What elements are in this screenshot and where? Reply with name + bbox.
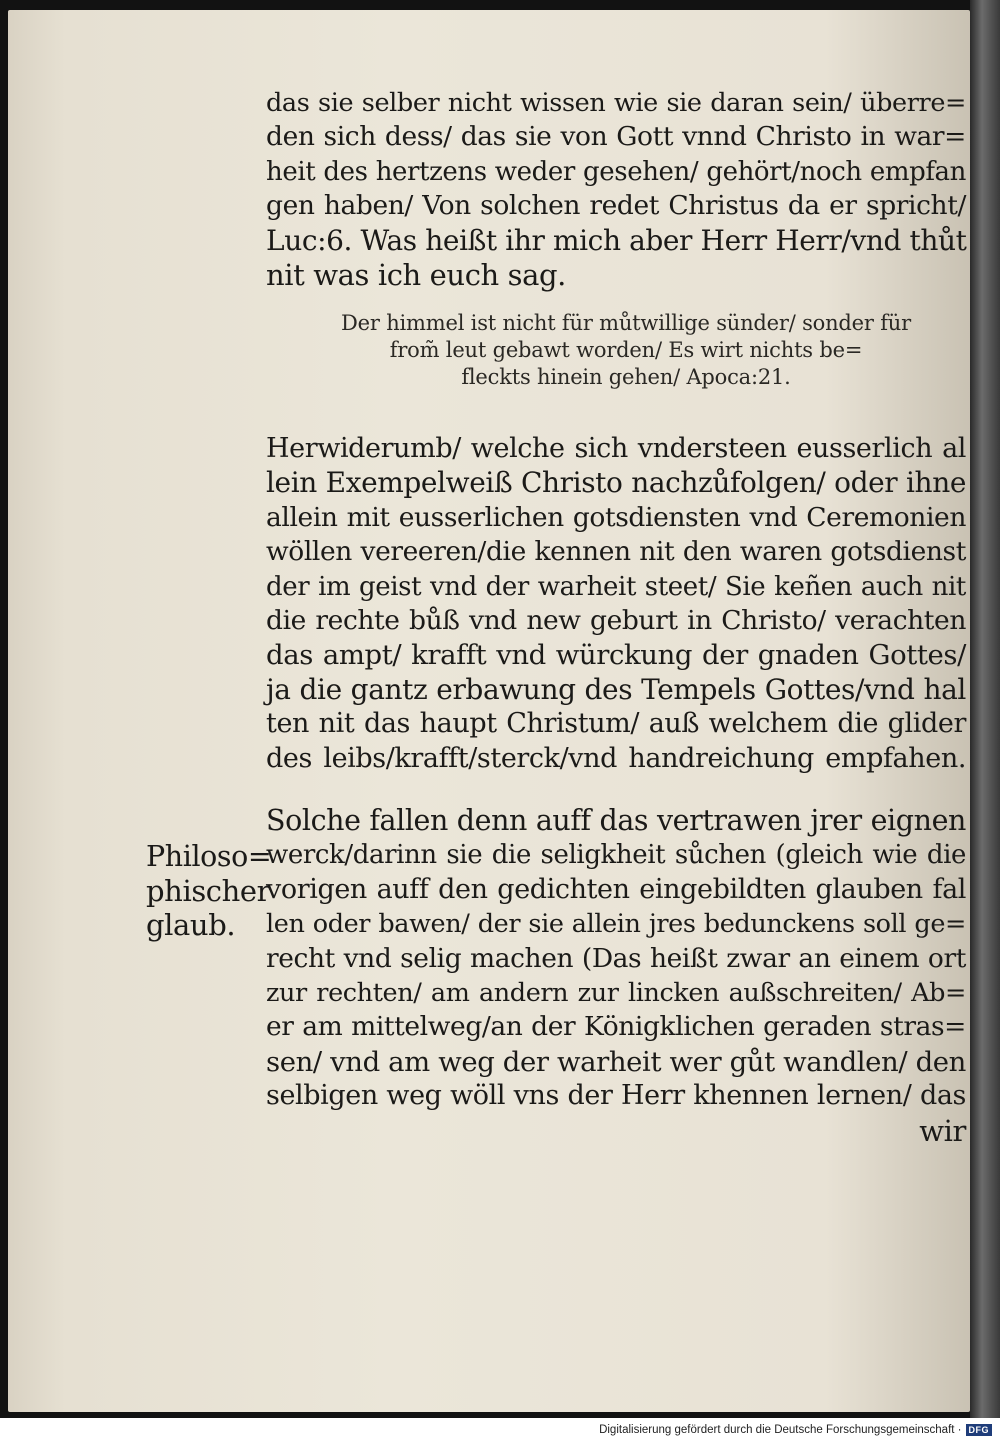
side-gloss bbox=[146, 840, 271, 942]
note-line: Der himmel ist nicht für můtwillige sünder/ sonder für bbox=[341, 311, 911, 335]
gloss-line: Philoso= bbox=[146, 840, 272, 873]
note-line: from̃ leut gebawt worden/ Es wirt nichts be= bbox=[389, 338, 863, 362]
text-line: das ampt/ krafft vnd würckung der gnaden Gottes/ bbox=[266, 639, 966, 672]
text-line: ten nit das haupt Christum/ auß welchem die glider bbox=[266, 708, 966, 740]
book-spine-edge bbox=[970, 0, 1000, 1418]
gloss-line: phischer bbox=[146, 874, 271, 908]
text-line: werck/darinn sie die seligkheit sůchen (gleich wie die bbox=[266, 840, 966, 871]
funding-footer bbox=[599, 1424, 992, 1436]
paragraph-3 bbox=[266, 804, 966, 1148]
paragraph-1 bbox=[266, 86, 966, 292]
text-line: heit des hertzens weder gesehen/ gehört/noch empfan bbox=[266, 156, 966, 187]
marginal-note bbox=[320, 310, 932, 391]
text-line: allein mit eusserlichen gotsdiensten vnd Ceremonien bbox=[266, 501, 966, 533]
text-line: er am mittelweg/an der Königklichen geraden stras= bbox=[266, 1011, 966, 1043]
paragraph-2 bbox=[266, 432, 966, 776]
dfg-logo: DFG bbox=[966, 1424, 993, 1436]
text-line: den sich dess/ das sie von Gott vnnd Christo in war= bbox=[266, 121, 966, 153]
text-line: nit was ich euch sag. bbox=[266, 258, 566, 293]
text-line: Solche fallen denn auff das vertrawen jrer eignen bbox=[266, 804, 966, 837]
text-line: der im geist vnd der warheit steet/ Sie keñen auch nit bbox=[266, 571, 966, 602]
text-line: das sie selber nicht wissen wie sie daran sein/ überre= bbox=[266, 88, 966, 118]
text-line: sen/ vnd am weg der warheit wer gůt wandlen/ den bbox=[266, 1045, 966, 1078]
footer-text: Digitalisierung gefördert durch die Deutsche Forschungsgemeinschaft · bbox=[599, 1424, 962, 1436]
text-line: Herwiderumb/ welche sich vndersteen eusserlich al bbox=[266, 433, 966, 464]
text-line: des leibs/krafft/sterck/vnd handreichung empfahen. bbox=[266, 742, 966, 774]
text-line: vorigen auff den gedichten eingebildten glauben fal bbox=[266, 873, 966, 905]
text-line: len oder bawen/ der sie allein jres bedunckens soll ge= bbox=[266, 909, 966, 940]
text-line: lein Exempelweiß Christo nachzůfolgen/ oder ihne bbox=[266, 466, 966, 500]
text-line: ja die gantz erbawung des Tempels Gottes/vnd hal bbox=[266, 672, 966, 706]
catchword: wir bbox=[919, 1113, 966, 1148]
text-line: Luc:6. Was heißt ihr mich aber Herr Herr/vnd thůt bbox=[266, 223, 967, 257]
text-line: recht vnd selig machen (Das heißt zwar an einem ort bbox=[266, 942, 966, 974]
text-line: zur rechten/ am andern zur lincken außschreiten/ Ab= bbox=[266, 978, 966, 1009]
note-line: fleckts hinein gehen/ Apoca:21. bbox=[461, 365, 791, 389]
text-line: wöllen vereeren/die kennen nit den waren gotsdienst bbox=[266, 536, 966, 568]
text-line: selbigen weg wöll vns der Herr khennen lernen/ das bbox=[266, 1080, 966, 1112]
text-line: die rechte bůß vnd new geburt in Christo/ verachten bbox=[266, 605, 966, 637]
book-page bbox=[8, 10, 970, 1412]
gloss-line: glaub. bbox=[146, 908, 236, 942]
text-line: gen haben/ Von solchen redet Christus da er spricht/ bbox=[266, 190, 966, 222]
